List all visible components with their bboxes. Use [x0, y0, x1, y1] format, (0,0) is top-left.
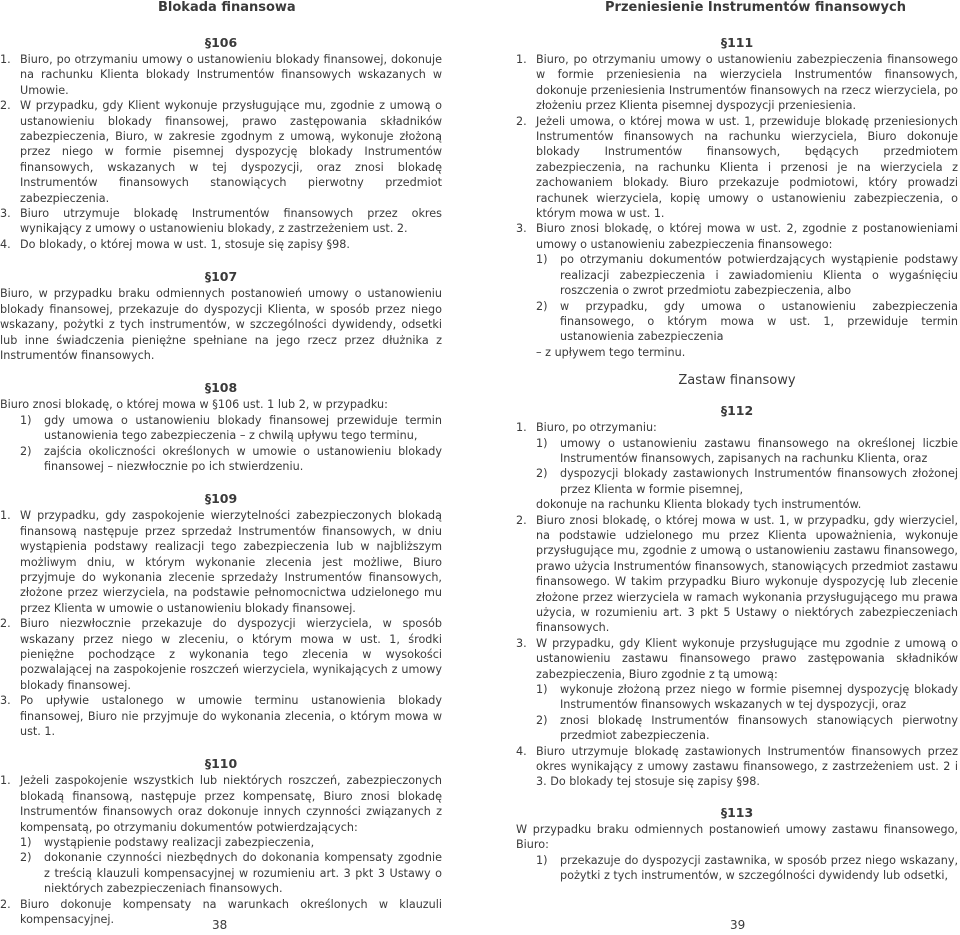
section-110-title: §110 — [204, 756, 238, 772]
right-column-heading: Przeniesienie Instrumentów finansowych — [605, 0, 906, 15]
section-113-intro: W przypadku braku odmiennych postanowień umowy zastawu finansowego, Biuro: — [516, 822, 958, 852]
list-item: 3. W przypadku, gdy Klient wykonuje przysługujące mu zgodnie z umową o ustanowieniu zastawu finansowego prawo zastępowania składników zabezpieczenia, Biuro zgodnie z tą umową: — [516, 636, 958, 681]
list-item: 1) przekazuje do dyspozycji zastawnika, w sposób przez niego wskazany, pożytki z tych instrumentów, w szczególności dywidendy lub odsetki, — [536, 853, 958, 883]
list-item: 2) znosi blokadę Instrumentów finansowych stanowiących pierwotny przedmiot zabezpieczenia. — [536, 713, 958, 743]
list-item: 1. Jeżeli zaspokojenie wszystkich lub niektórych roszczeń, zabezpieczonych blokadą finansową, następuje przez kompensatę, Biuro znosi blokadę Instrumentów finansowych oraz dokonuje innych czynności związanych z kompensatą, po otrzymaniu dokumentów potwierdzających: — [0, 774, 442, 834]
list-item: 1) po otrzymaniu dokumentów potwierdzających wystąpienie podstawy realizacji zabezpieczenia i zawiadomieniu Klienta o wygaśnięciu roszczenia o zwrot przedmiotu zabezpieczenia, albo — [536, 253, 958, 298]
section-108-title: §108 — [204, 380, 238, 396]
list-item: 2. Biuro dokonuje kompensaty na warunkach określonych w klauzuli kompensacyjnej. — [0, 897, 442, 927]
list-item: 1) gdy umowa o ustanowieniu blokady finansowej przewiduje termin ustanowienia tego zabezpieczenia – z chwilą upływu tego terminu, — [20, 413, 442, 443]
list-item: 2) zajścia okoliczności określonych w umowie o ustanowieniu blokady finansowej – niezwłocznie po ich stwierdzeniu. — [20, 444, 442, 473]
list-item: 3. Biuro utrzymuje blokadę Instrumentów finansowych przez okres wynikający z umowy o ustanowieniu blokady, z zastrzeżeniem ust. 2. — [0, 207, 442, 236]
list-item: 2) dyspozycji blokady zastawionych Instrumentów finansowych złożonej przez Klienta w formie pisemnej, — [536, 467, 958, 496]
list-item: 1) wystąpienie podstawy realizacji zabezpieczenia, — [20, 836, 315, 850]
list-item: 4. Biuro utrzymuje blokadę zastawionych Instrumentów finansowych przez okres wynikający z umowy zastawu finansowego, z zastrzeżeniem ust. 2 i 3. Do blokady tej stosuje się zapisy §98. — [516, 744, 958, 789]
section-106-title: §106 — [204, 35, 238, 50]
page-number-right: 39 — [730, 918, 746, 932]
list-item: 4. Do blokady, o której mowa w ust. 1, stosuje się zapisy §98. — [0, 237, 350, 251]
subheading-zastaw: Zastaw finansowy — [678, 373, 796, 389]
list-item: 1. W przypadku, gdy zaspokojenie wierzytelności zabezpieczonych blokadą finansową następuje przez sprzedaż Instrumentów finansowych, w dniu wystąpienia podstawy realizacji tego zabezpieczenia lub w najbliższym możliwym dniu, w którym wykonanie zlecenia jest możliwe, Biuro przyjmuje do wykonania zlecenie sprzedaży Instrumentów finansowych, złożone przez wierzyciela, na podstawie pełnomocnictwa udzielonego mu przez Klienta w umowie o ustanowieniu blokady finansowej. — [0, 509, 442, 615]
right-column — [516, 34, 958, 884]
list-item: 2. Biuro niezwłocznie przekazuje do dyspozycji wierzyciela, w sposób wskazany przez niego w zleceniu, o którym mowa w ust. 1, środki pieniężne pochodzące z wykonania tego zlecenia w wysokości pozwalającej na zaspokojenie roszczeń wierzyciela, wynikających z umowy blokady finansowej. — [0, 617, 442, 692]
section-107-title: §107 — [204, 269, 238, 285]
list-item: 2. Biuro znosi blokadę, o której mowa w ust. 1, w przypadku, gdy wierzyciel, na podstawie udzielonego mu przez Klienta upoważnienia, wykonuje przysługujące mu, zgodnie z umową o ustanowieniu zastawu finansowego, prawo użycia Instrumentów finansowych, stanowiących przedmiot zastawu finansowego. W takim przypadku Biuro wykonuje dyspozycję lub zlecenie złożone przez wierzyciela w ramach wykonania przysługującego mu prawa użycia, w rozumieniu art. 3 pkt 5 Ustawy o niektórych zabezpieczeniach finansowych. — [516, 513, 958, 635]
section-113-title: §113 — [720, 804, 754, 820]
list-item: 2) w przypadku, gdy umowa o ustanowieniu zabezpieczenia finansowego, o którym mowa w ust. 1, przewiduje termin ustanowienia zabezpieczenia — [536, 299, 958, 344]
list-item: 3. Biuro znosi blokadę, o której mowa w ust. 2, zgodnie z postanowieniami umowy o ustanowieniu zabezpieczenia finansowego: — [516, 222, 958, 251]
left-column — [0, 34, 442, 928]
left-column-heading: Blokada finansowa — [158, 0, 296, 15]
list-item: 2. Jeżeli umowa, o której mowa w ust. 1, przewiduje blokadę przeniesionych Instrumentów finansowych na rachunku wierzyciela, Biuro dokonuje blokady Instrumentów finansowych, będących przedmiotem zabezpieczenia, na rachunku Klienta i przenosi je na wierzyciela z zachowaniem blokady. Biuro przekazuje podmiotowi, który prowadzi rachunek wierzyciela, kopię umowy o ustanowieniu zabezpieczenia, o którym mowa w ust. 1. — [516, 114, 958, 221]
list-item: 1) umowy o ustanowieniu zastawu finansowego na określonej liczbie Instrumentów finansowych, zapisanych na rachunku Klienta, oraz — [536, 436, 958, 465]
section-112-cont: dokonuje na rachunku Klienta blokady tych instrumentów. — [536, 498, 862, 512]
list-item: 2. W przypadku, gdy Klient wykonuje przysługujące mu, zgodnie z umową o ustanowieniu blokady finansowej, prawo zastępowania składników zabezpieczenia, Biuro, w zakresie zgodnym z umową, wykonuje złożoną przez niego w formie pisemnej dyspozycję blokady Instrumentów finansowych, wskazanych w tej dyspozycji, oraz znosi blokadę Instrumentów finansowych stanowiących pierwotny przedmiot zabezpieczenia. — [0, 99, 442, 205]
section-107-text: Biuro, w przypadku braku odmiennych postanowień umowy o ustanowieniu blokady finansowej, przekazuje do dyspozycji Klienta, w sposób przez niego wskazany, pożytki z tych instrumentów, w szczególności dywidendy, odsetki lub inne świadczenia pieniężne spełniane na jego rzecz przez dłużnika z Instrumentów finansowych. — [0, 287, 442, 362]
list-item: 2) dokonanie czynności niezbędnych do dokonania kompensaty zgodnie z treścią klauzuli kompensacyjnej w rozumieniu art. 3 pkt 3 Ustawy o niektórych zabezpieczeniach finansowych. — [20, 851, 442, 896]
section-112-title: §112 — [720, 403, 754, 419]
list-item: 1. Biuro, po otrzymaniu umowy o ustanowieniu zabezpieczenia finansowego w formie przeniesienia na wierzyciela Instrumentów finansowych, dokonuje przeniesienia Instrumentów finansowych na rzecz wierzyciela, po złożeniu przez Klienta pisemnej dyspozycji przeniesienia. — [516, 53, 958, 113]
page-number-left: 38 — [212, 918, 228, 932]
section-108-intro: Biuro znosi blokadę, o której mowa w §106 ust. 1 lub 2, w przypadku: — [0, 398, 388, 412]
section-109-title: §109 — [204, 491, 238, 507]
list-item: 1) wykonuje złożoną przez niego w formie pisemnej dyspozycję blokady Instrumentów finansowych wskazanych w tej dyspozycji, oraz — [536, 683, 958, 712]
section-111-tail: – z upływem tego terminu. — [536, 345, 686, 359]
list-item: 3. Po upływie ustalonego w umowie terminu ustanowienia blokady finansowej, Biuro nie przyjmuje do wykonania zlecenia, o którym mowa w ust. 1. — [0, 694, 442, 739]
list-item: 1. Biuro, po otrzymaniu umowy o ustanowieniu blokady finansowej, dokonuje na rachunku Klienta blokady Instrumentów finansowych wskazanych w Umowie. — [0, 53, 442, 97]
section-111-title: §111 — [720, 35, 754, 50]
list-item: 1. Biuro, po otrzymaniu: — [516, 421, 657, 435]
